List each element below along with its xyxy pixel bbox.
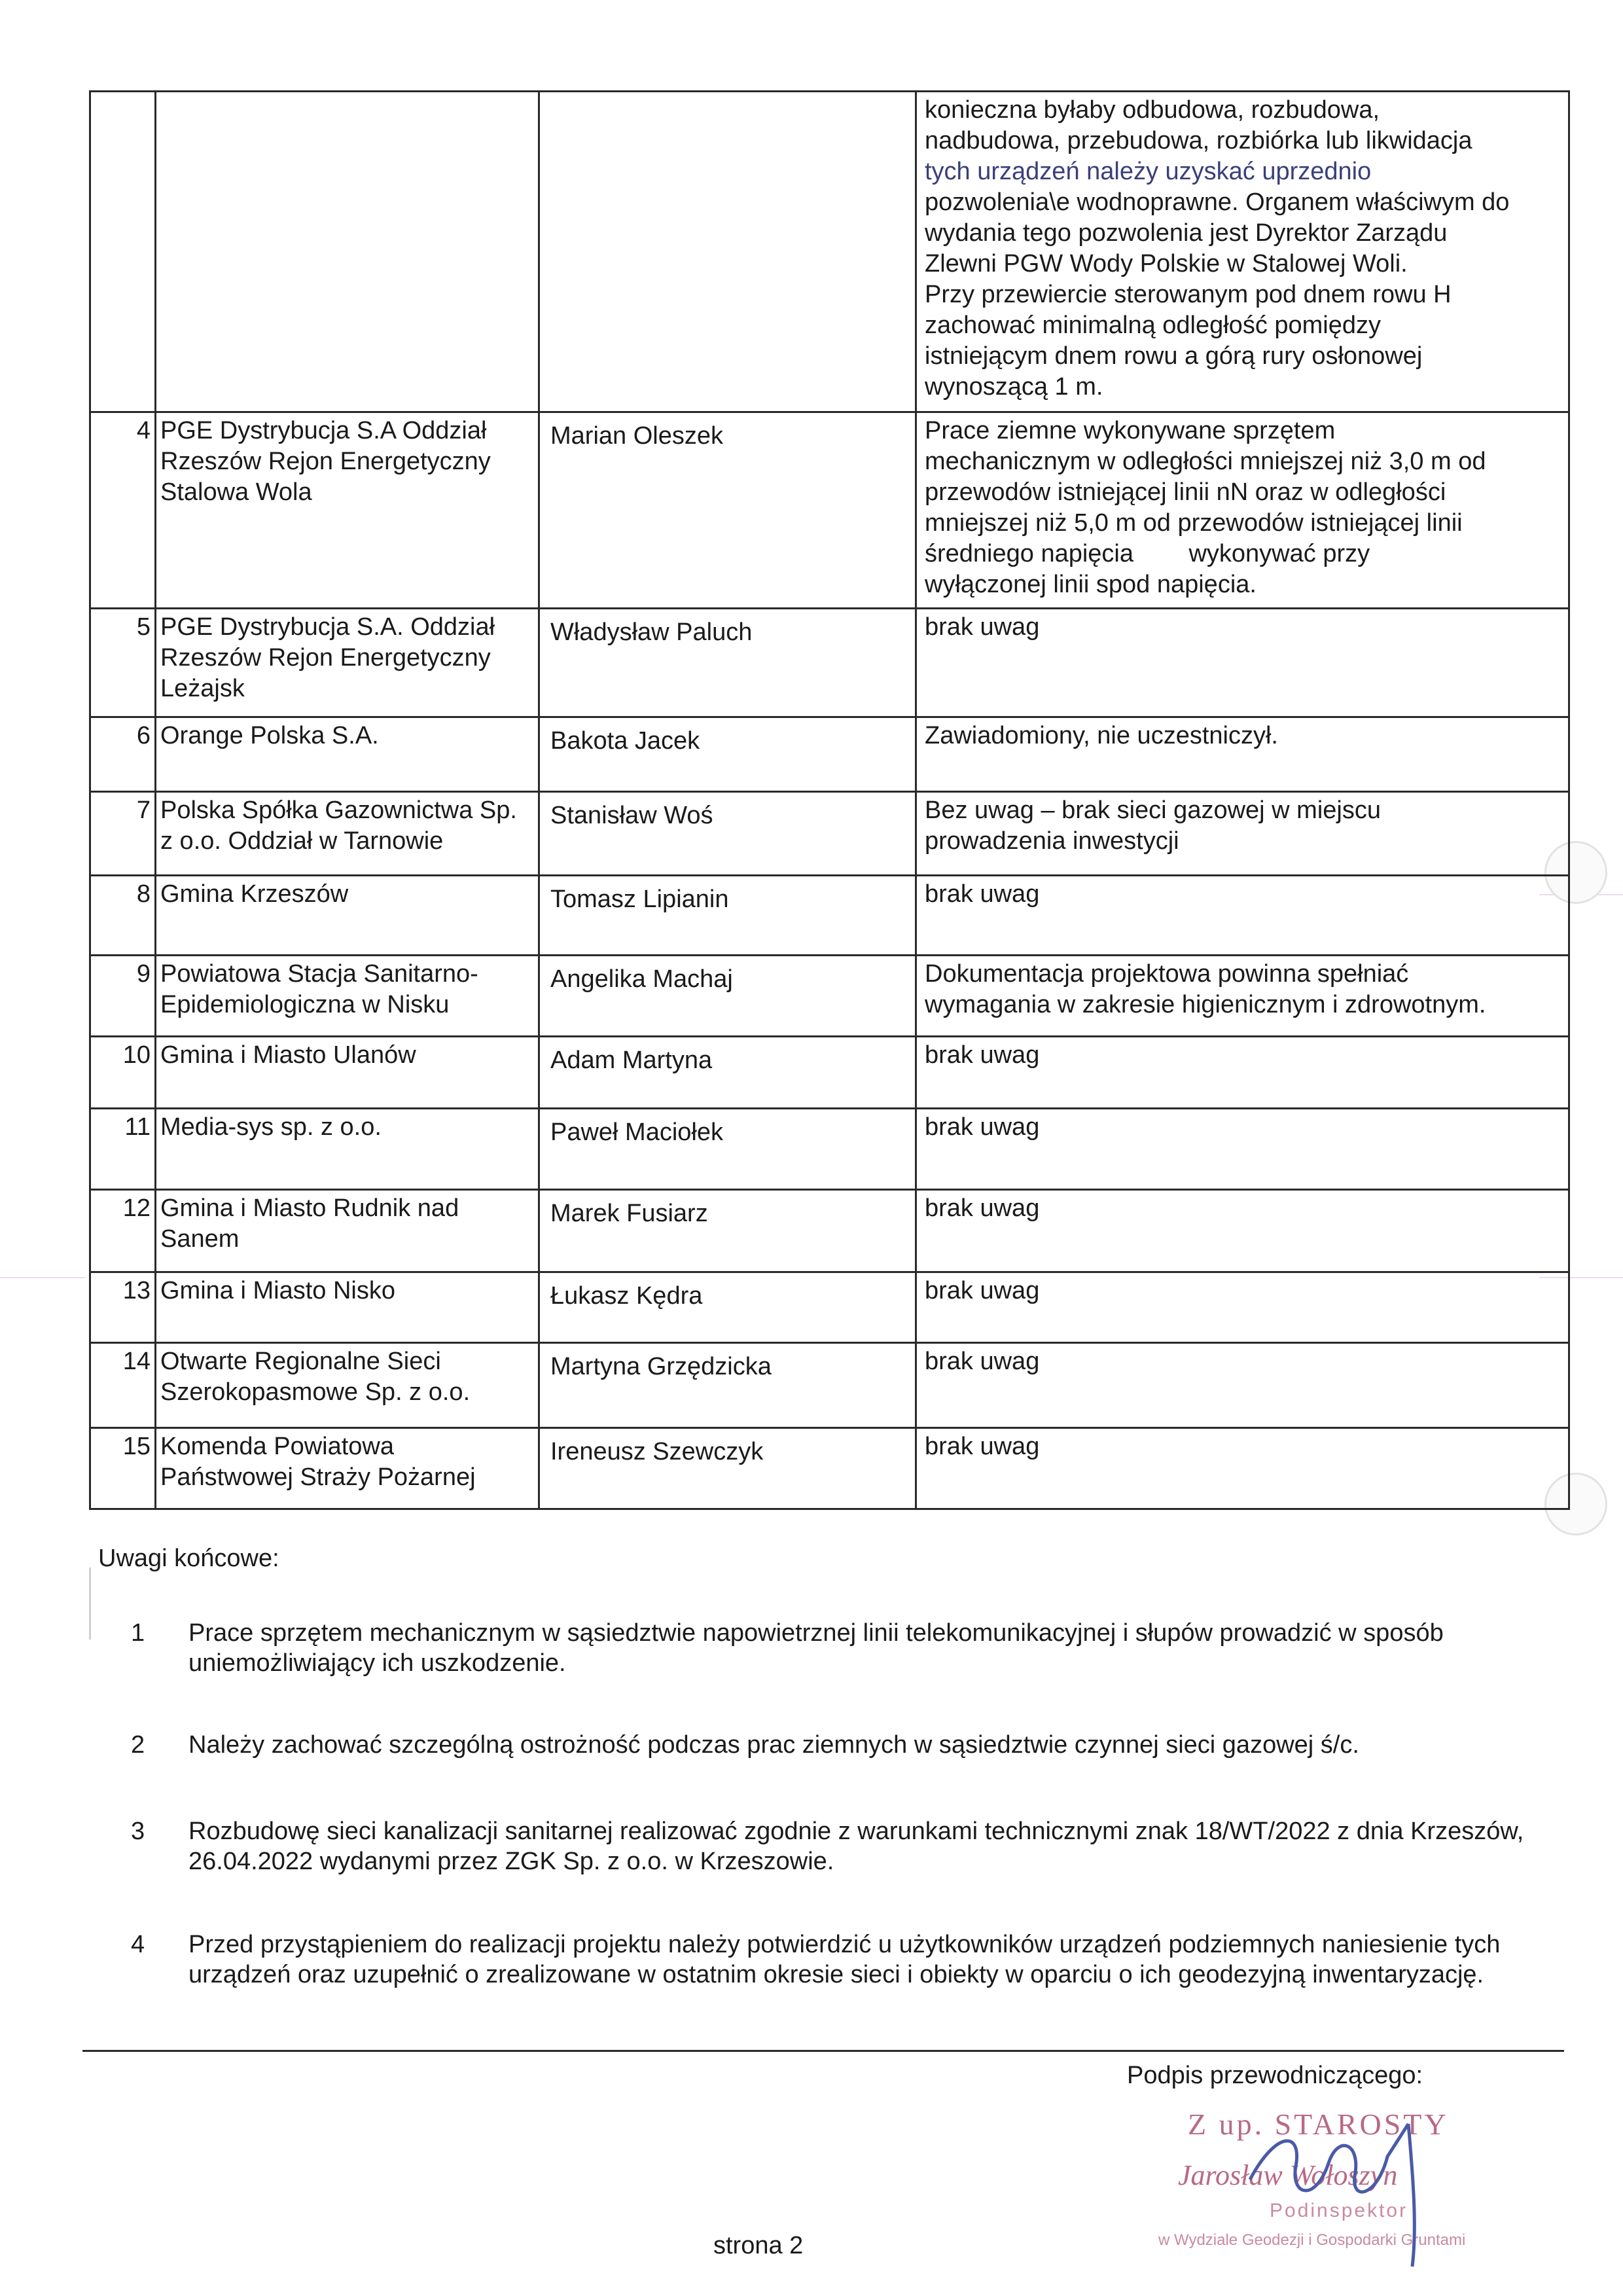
row-number: 13 bbox=[90, 1272, 156, 1343]
representative-cell: Angelika Machaj bbox=[539, 956, 916, 1037]
scan-artifact-line bbox=[0, 1277, 85, 1278]
row-number: 6 bbox=[90, 717, 156, 792]
remarks-cell bbox=[916, 876, 1569, 956]
remark-line: przewodów istniejącej linii nN oraz w odległości bbox=[925, 478, 1446, 506]
remarks-cell bbox=[916, 1190, 1569, 1272]
representative-cell: Marian Oleszek bbox=[539, 412, 916, 609]
remark-line: istniejącym dnem rowu a górą rury osłonowej bbox=[925, 342, 1423, 370]
organization-cell: PGE Dystrybucja S.A Oddział Rzeszów Rejon Energetyczny Stalowa Wola bbox=[156, 412, 539, 609]
organization-cell: Komenda Powiatowa Państwowej Straży Pożarnej bbox=[156, 1428, 539, 1509]
remark-line: wydania tego pozwolenia jest Dyrektor Zarządu bbox=[925, 219, 1448, 247]
remark-line: brak uwag bbox=[925, 1041, 1040, 1069]
table-row bbox=[90, 1272, 1569, 1343]
final-remark-text: Rozbudowę sieci kanalizacji sanitarnej realizować zgodnie z warunkami technicznymi znak 18/WT/2022 z dnia Krzeszów, 26.04.2022 wydanymi przez ZGK Sp. z o.o. w Krzeszowie. bbox=[188, 1818, 1524, 1875]
remark-line: mechanicznym w odległości mniejszej niż 3,0 m od bbox=[925, 448, 1486, 475]
final-remark-number: 1 bbox=[131, 1619, 145, 1647]
final-remarks-title: Uwagi końcowe: bbox=[98, 1545, 279, 1572]
remark-line: brak uwag bbox=[925, 880, 1040, 908]
final-remark-text: Przed przystąpieniem do realizacji projektu należy potwierdzić u użytkowników urządzeń podziemnych naniesienie tych urządzeń oraz uzupełnić o zrealizowane w ostatnim okresie sieci i obiekty w oparciu o ich geodezyjną inwentaryzację. bbox=[188, 1931, 1501, 1988]
table-row bbox=[90, 956, 1569, 1037]
signature-label: Podpis przewodniczącego: bbox=[1127, 2062, 1423, 2089]
organization-cell: Gmina i Miasto Nisko bbox=[156, 1272, 539, 1343]
table-row bbox=[90, 717, 1569, 792]
organization-cell: Gmina Krzeszów bbox=[156, 876, 539, 956]
remark-line: Prace ziemne wykonywane sprzętem bbox=[925, 417, 1336, 444]
remarks-cell bbox=[916, 1343, 1569, 1428]
row-number: 15 bbox=[90, 1428, 156, 1509]
organization-cell: Gmina i Miasto Ulanów bbox=[156, 1037, 539, 1109]
remarks-cell bbox=[916, 792, 1569, 876]
final-remark-number: 2 bbox=[131, 1731, 145, 1759]
remark-line: nadbudowa, przebudowa, rozbiórka lub likwidacja bbox=[925, 127, 1472, 154]
representative-cell: Stanisław Woś bbox=[539, 792, 916, 876]
representative-cell: Ireneusz Szewczyk bbox=[539, 1428, 916, 1509]
table-row bbox=[90, 1037, 1569, 1109]
organization-cell: Powiatowa Stacja Sanitarno-Epidemiologiczna w Nisku bbox=[156, 956, 539, 1037]
table-row bbox=[90, 876, 1569, 956]
remark-line: mniejszej niż 5,0 m od przewodów istniejącej linii bbox=[925, 509, 1463, 537]
organization-cell: Polska Spółka Gazownictwa Sp. z o.o. Oddział w Tarnowie bbox=[156, 792, 539, 876]
svg-text:Z up. STAROSTY: Z up. STAROSTY bbox=[1188, 2108, 1449, 2141]
svg-text:Jarosław Wołoszyn: Jarosław Wołoszyn bbox=[1178, 2159, 1398, 2191]
remark-line: brak uwag bbox=[925, 613, 1040, 641]
representative-cell: Tomasz Lipianin bbox=[539, 876, 916, 956]
remarks-cell bbox=[916, 1109, 1569, 1190]
remark-line: Dokumentacja projektowa powinna spełniać bbox=[925, 960, 1409, 988]
table-row bbox=[90, 609, 1569, 717]
row-number: 12 bbox=[90, 1190, 156, 1272]
row-number: 9 bbox=[90, 956, 156, 1037]
table-row bbox=[90, 92, 1569, 412]
remark-line: brak uwag bbox=[925, 1433, 1040, 1460]
table-row bbox=[90, 1109, 1569, 1190]
remark-line: pozwolenia\e wodnoprawne. Organem właściwym do bbox=[925, 188, 1510, 216]
final-remark-number: 4 bbox=[131, 1931, 145, 1958]
representative-cell: Władysław Paluch bbox=[539, 609, 916, 717]
organization-cell bbox=[156, 92, 539, 412]
remark-line: prowadzenia inwestycji bbox=[925, 827, 1179, 855]
remark-line: Zawiadomiony, nie uczestniczył. bbox=[925, 722, 1278, 749]
representative-cell: Martyna Grzędzicka bbox=[539, 1343, 916, 1428]
separator-line bbox=[82, 2050, 1564, 2052]
row-number: 4 bbox=[90, 412, 156, 609]
table-row bbox=[90, 1428, 1569, 1509]
row-number: 7 bbox=[90, 792, 156, 876]
remarks-cell bbox=[916, 609, 1569, 717]
remark-line: Bez uwag – brak sieci gazowej w miejscu bbox=[925, 797, 1381, 824]
organization-cell: Gmina i Miasto Rudnik nad Sanem bbox=[156, 1190, 539, 1272]
remark-line: konieczna byłaby odbudowa, rozbudowa, bbox=[925, 96, 1380, 124]
commission-remarks-table bbox=[89, 90, 1570, 1510]
remark-line: zachować minimalną odległość pomiędzy bbox=[925, 312, 1382, 339]
representative-cell bbox=[539, 92, 916, 412]
remarks-cell bbox=[916, 1272, 1569, 1343]
remarks-cell bbox=[916, 412, 1569, 609]
svg-text:w Wydziale Geodezji i Gospodar: w Wydziale Geodezji i Gospodarki Gruntami bbox=[1158, 2231, 1466, 2249]
row-number bbox=[90, 92, 156, 412]
remark-line: wynoszącą 1 m. bbox=[925, 373, 1103, 401]
remark-line: brak uwag bbox=[925, 1277, 1040, 1304]
organization-cell: Media-sys sp. z o.o. bbox=[156, 1109, 539, 1190]
remark-line: brak uwag bbox=[925, 1113, 1040, 1141]
organization-cell: PGE Dystrybucja S.A. Oddział Rzeszów Rejon Energetyczny Leżajsk bbox=[156, 609, 539, 717]
remarks-cell bbox=[916, 717, 1569, 792]
remark-line: średniego napięcia wykonywać przy bbox=[925, 540, 1370, 567]
representative-cell: Łukasz Kędra bbox=[539, 1272, 916, 1343]
organization-cell: Orange Polska S.A. bbox=[156, 717, 539, 792]
row-number: 11 bbox=[90, 1109, 156, 1190]
table-row bbox=[90, 792, 1569, 876]
left-margin-mark bbox=[89, 1568, 91, 1640]
remark-line: tych urządzeń należy uzyskać uprzednio bbox=[925, 158, 1372, 185]
remarks-cell bbox=[916, 1037, 1569, 1109]
representative-cell: Bakota Jacek bbox=[539, 717, 916, 792]
row-number: 5 bbox=[90, 609, 156, 717]
table-row bbox=[90, 412, 1569, 609]
row-number: 14 bbox=[90, 1343, 156, 1428]
remark-line: wymagania w zakresie higienicznym i zdrowotnym. bbox=[925, 991, 1486, 1018]
row-number: 10 bbox=[90, 1037, 156, 1109]
svg-text:Podinspektor: Podinspektor bbox=[1270, 2200, 1408, 2221]
remarks-cell bbox=[916, 92, 1569, 412]
representative-cell: Adam Martyna bbox=[539, 1037, 916, 1109]
final-remark-text: Prace sprzętem mechanicznym w sąsiedztwie napowietrznej linii telekomunikacyjnej i słupów prowadzić w sposób uniemożliwiający ich uszkodzenie. bbox=[188, 1619, 1444, 1677]
table-row bbox=[90, 1190, 1569, 1272]
remark-line: brak uwag bbox=[925, 1348, 1040, 1375]
remark-line: brak uwag bbox=[925, 1194, 1040, 1222]
final-remark-number: 3 bbox=[131, 1818, 145, 1845]
table-row bbox=[90, 1343, 1569, 1428]
representative-cell: Marek Fusiarz bbox=[539, 1190, 916, 1272]
final-remark-text: Należy zachować szczególną ostrożność podczas prac ziemnych w sąsiedztwie czynnej sieci gazowej ś/c. bbox=[188, 1731, 1359, 1759]
row-number: 8 bbox=[90, 876, 156, 956]
remark-line: wyłączonej linii spod napięcia. bbox=[925, 571, 1257, 598]
official-stamp-signature bbox=[1152, 2104, 1544, 2268]
remark-line: Zlewni PGW Wody Polskie w Stalowej Woli. bbox=[925, 250, 1408, 278]
table-body bbox=[90, 92, 1569, 1509]
organization-cell: Otwarte Regionalne Sieci Szerokopasmowe Sp. z o.o. bbox=[156, 1343, 539, 1428]
remark-line: Przy przewiercie sterowanym pod dnem rowu H bbox=[925, 281, 1452, 308]
remarks-cell bbox=[916, 1428, 1569, 1509]
page-number: strona 2 bbox=[713, 2232, 804, 2259]
representative-cell: Paweł Maciołek bbox=[539, 1109, 916, 1190]
remarks-cell bbox=[916, 956, 1569, 1037]
